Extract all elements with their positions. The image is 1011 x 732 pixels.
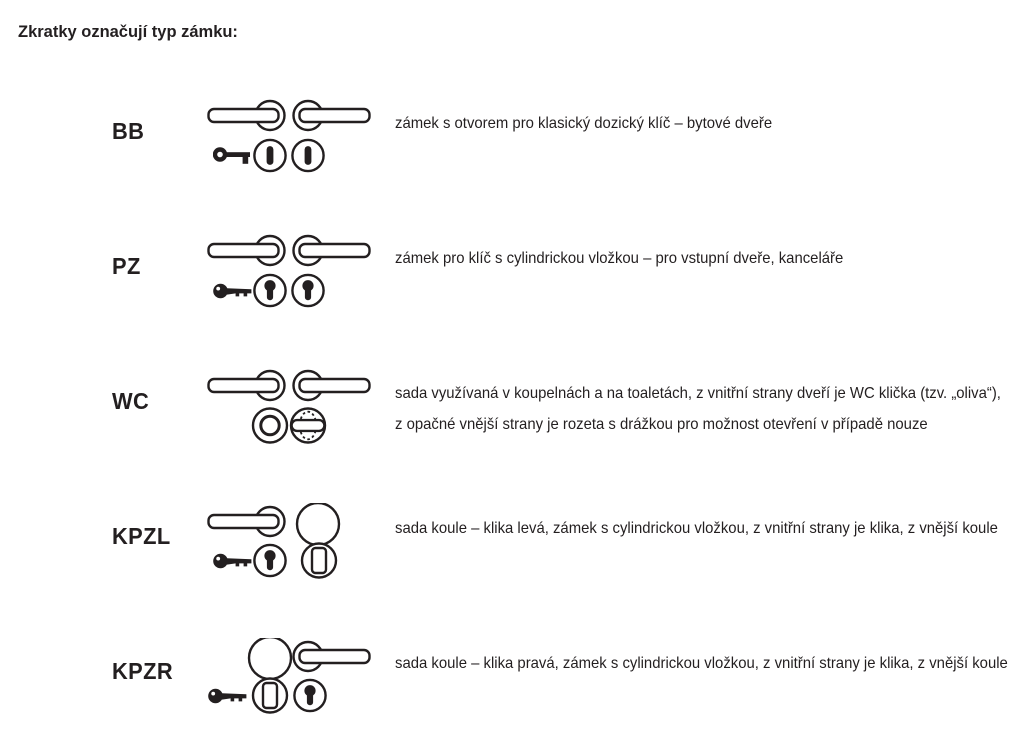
lock-hardware-icons xyxy=(207,233,373,309)
lock-type-row-kpzr xyxy=(0,638,1011,714)
lock-description xyxy=(395,378,1011,440)
lock-code-label: KPZL xyxy=(112,523,171,549)
lock-code-label: PZ xyxy=(112,253,141,279)
pz-keyhole-rosette-icon xyxy=(294,680,325,711)
description-line: sada koule – klika pravá, zámek s cylindrickou vložkou, z vnitřní strany je klika, z vnější koule xyxy=(395,655,1008,672)
lever-handle-right-icon xyxy=(294,236,370,265)
page-title: Zkratky označují typ zámku: xyxy=(18,22,238,41)
cylinder-key-icon xyxy=(213,284,251,299)
lock-description xyxy=(395,243,877,274)
description-line: zámek s otvorem pro klasický dozický klíč – bytové dveře xyxy=(395,115,773,132)
lever-handle-left-icon xyxy=(209,371,285,400)
pz-keyhole-rosette-icon xyxy=(292,275,323,306)
lock-description xyxy=(395,513,1011,544)
pz-keyhole-rosette-icon xyxy=(254,545,285,576)
lever-handle-right-icon xyxy=(294,101,370,130)
lever-handle-right-icon xyxy=(294,371,370,400)
blind-rosette-icon xyxy=(302,544,336,578)
lever-handle-left-icon xyxy=(209,101,285,130)
lever-handle-left-icon xyxy=(209,507,285,536)
door-knob-icon xyxy=(249,638,291,679)
lock-hardware-icons xyxy=(207,98,373,174)
pz-keyhole-rosette-icon xyxy=(254,275,285,306)
lock-type-row-wc xyxy=(0,368,1011,444)
lock-type-row-bb xyxy=(0,98,1011,174)
cylinder-key-icon xyxy=(208,689,246,704)
cylinder-key-icon xyxy=(213,554,251,569)
lock-hardware-icons xyxy=(207,638,373,714)
lever-handle-right-icon xyxy=(294,642,370,671)
description-line: sada využívaná v koupelnách a na toaletách, z vnitřní strany dveří je WC klička (tzv. „oliva“), xyxy=(395,385,1001,402)
lock-hardware-icons xyxy=(207,368,373,444)
door-knob-icon xyxy=(297,503,339,545)
description-line: zámek pro klíč s cylindrickou vložkou – pro vstupní dveře, kanceláře xyxy=(395,250,844,267)
lock-code-label: WC xyxy=(112,388,150,414)
description-line: sada koule – klika levá, zámek s cylindrickou vložkou, z vnitřní strany je klika, z vnější koule xyxy=(395,520,998,537)
lock-description xyxy=(395,648,1011,679)
lever-handle-left-icon xyxy=(209,236,285,265)
classic-key-icon xyxy=(215,150,250,164)
lock-hardware-icons xyxy=(207,503,373,579)
lock-code-label: BB xyxy=(112,118,145,144)
lock-description xyxy=(395,108,800,139)
wc-thumbturn-rosette-icon xyxy=(291,409,325,443)
lock-type-row-pz xyxy=(0,233,1011,309)
groove-rosette-icon xyxy=(253,409,287,443)
bb-keyhole-rosette-icon xyxy=(292,140,323,171)
blind-rosette-icon xyxy=(253,679,287,713)
description-line: z opačné vnější strany je rozeta s drážkou pro možnost otevření v případě nouze xyxy=(395,416,928,433)
bb-keyhole-rosette-icon xyxy=(254,140,285,171)
lock-type-row-kpzl xyxy=(0,503,1011,579)
lock-code-label: KPZR xyxy=(112,658,174,684)
